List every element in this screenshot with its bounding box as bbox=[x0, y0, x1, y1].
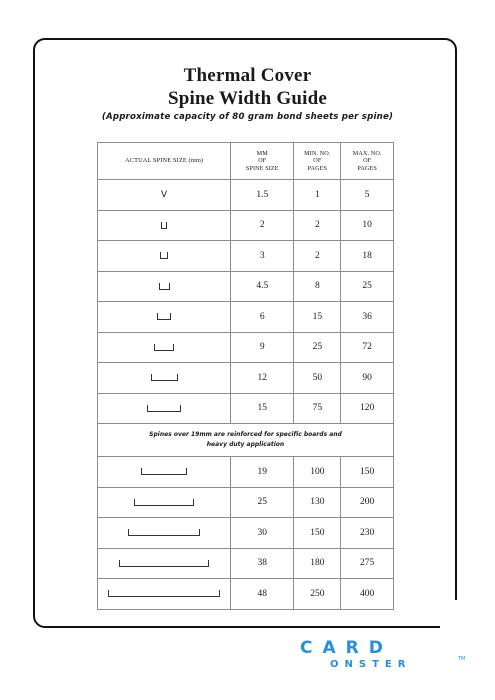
cell-min: 15 bbox=[294, 302, 341, 333]
reinforced-note: Spines over 19mm are reinforced for specific boards and heavy duty application bbox=[98, 424, 394, 457]
cell-mm: 2 bbox=[231, 210, 294, 241]
cell-mm: 25 bbox=[231, 487, 294, 518]
cell-max: 36 bbox=[341, 302, 394, 333]
spine-diagram bbox=[98, 457, 231, 488]
spine-v-icon: V bbox=[161, 189, 168, 200]
cell-mm: 15 bbox=[231, 393, 294, 424]
spine-diagram bbox=[98, 518, 231, 549]
spine-width-table bbox=[97, 142, 394, 610]
table-header-row bbox=[98, 143, 394, 180]
cell-min: 75 bbox=[294, 393, 341, 424]
card-monster-logo bbox=[300, 638, 470, 678]
cell-min: 100 bbox=[294, 457, 341, 488]
spine-icon bbox=[134, 499, 194, 506]
table-row bbox=[98, 457, 394, 488]
table-row bbox=[98, 548, 394, 579]
cell-max: 10 bbox=[341, 210, 394, 241]
spine-diagram bbox=[98, 393, 231, 424]
cell-max: 72 bbox=[341, 332, 394, 363]
cell-mm: 3 bbox=[231, 241, 294, 272]
cell-mm: 38 bbox=[231, 548, 294, 579]
reinforced-note-row bbox=[98, 424, 394, 457]
spine-diagram bbox=[98, 363, 231, 394]
page-subtitle: (Approximate capacity of 80 gram bond sheets per spine) bbox=[101, 112, 394, 122]
page-title-line1: Thermal Cover bbox=[183, 65, 312, 86]
cell-mm: 4.5 bbox=[231, 271, 294, 302]
cell-mm: 9 bbox=[231, 332, 294, 363]
table-row bbox=[98, 180, 394, 211]
table-row bbox=[98, 210, 394, 241]
cell-max: 18 bbox=[341, 241, 394, 272]
spine-icon bbox=[147, 405, 181, 412]
table-row bbox=[98, 487, 394, 518]
header-spine-size: ACTUAL SPINE SIZE (mm) bbox=[98, 143, 231, 180]
cell-mm: 1.5 bbox=[231, 180, 294, 211]
spine-diagram bbox=[98, 579, 231, 610]
cell-min: 150 bbox=[294, 518, 341, 549]
spine-icon bbox=[151, 374, 178, 381]
page-title-line2: Spine Width Guide bbox=[168, 88, 327, 109]
cell-max: 120 bbox=[341, 393, 394, 424]
spine-diagram bbox=[98, 487, 231, 518]
spine-icon bbox=[161, 222, 167, 229]
spine-diagram bbox=[98, 548, 231, 579]
table-row bbox=[98, 363, 394, 394]
table-row bbox=[98, 241, 394, 272]
table-row bbox=[98, 271, 394, 302]
spine-diagram bbox=[98, 302, 231, 333]
spine-icon bbox=[108, 590, 220, 597]
cell-max: 230 bbox=[341, 518, 394, 549]
cell-max: 90 bbox=[341, 363, 394, 394]
header-max-pages: MAX. NO. OF PAGES bbox=[341, 143, 394, 180]
header-mm: MM OF SPINE SIZE bbox=[231, 143, 294, 180]
cell-min: 50 bbox=[294, 363, 341, 394]
logo-bottom-text: ONSTER bbox=[330, 659, 412, 670]
spine-diagram bbox=[98, 180, 231, 211]
spine-icon bbox=[141, 468, 187, 475]
logo-trademark: TM bbox=[458, 656, 466, 662]
cell-min: 250 bbox=[294, 579, 341, 610]
table-row bbox=[98, 302, 394, 333]
cell-max: 200 bbox=[341, 487, 394, 518]
cell-mm: 12 bbox=[231, 363, 294, 394]
cell-max: 400 bbox=[341, 579, 394, 610]
spine-diagram bbox=[98, 210, 231, 241]
spine-diagram bbox=[98, 332, 231, 363]
cell-mm: 19 bbox=[231, 457, 294, 488]
cell-min: 1 bbox=[294, 180, 341, 211]
cell-mm: 6 bbox=[231, 302, 294, 333]
spine-diagram bbox=[98, 271, 231, 302]
spine-diagram bbox=[98, 241, 231, 272]
cell-max: 5 bbox=[341, 180, 394, 211]
spine-icon bbox=[154, 344, 174, 351]
table-row bbox=[98, 393, 394, 424]
spine-icon bbox=[160, 252, 168, 259]
spine-icon bbox=[119, 560, 209, 567]
cell-max: 150 bbox=[341, 457, 394, 488]
cell-mm: 30 bbox=[231, 518, 294, 549]
cell-max: 275 bbox=[341, 548, 394, 579]
header-min-pages: MIN. NO. OF PAGES bbox=[294, 143, 341, 180]
spine-icon bbox=[128, 529, 200, 536]
table-row bbox=[98, 579, 394, 610]
frame-gap bbox=[440, 600, 470, 640]
table-row bbox=[98, 518, 394, 549]
table-row bbox=[98, 332, 394, 363]
cell-min: 180 bbox=[294, 548, 341, 579]
cell-max: 25 bbox=[341, 271, 394, 302]
spine-icon bbox=[159, 283, 170, 290]
cell-min: 2 bbox=[294, 210, 341, 241]
cell-min: 2 bbox=[294, 241, 341, 272]
cell-min: 25 bbox=[294, 332, 341, 363]
spine-icon bbox=[157, 313, 171, 320]
cell-min: 130 bbox=[294, 487, 341, 518]
cell-mm: 48 bbox=[231, 579, 294, 610]
cell-min: 8 bbox=[294, 271, 341, 302]
logo-top-text: CARD bbox=[300, 638, 393, 658]
